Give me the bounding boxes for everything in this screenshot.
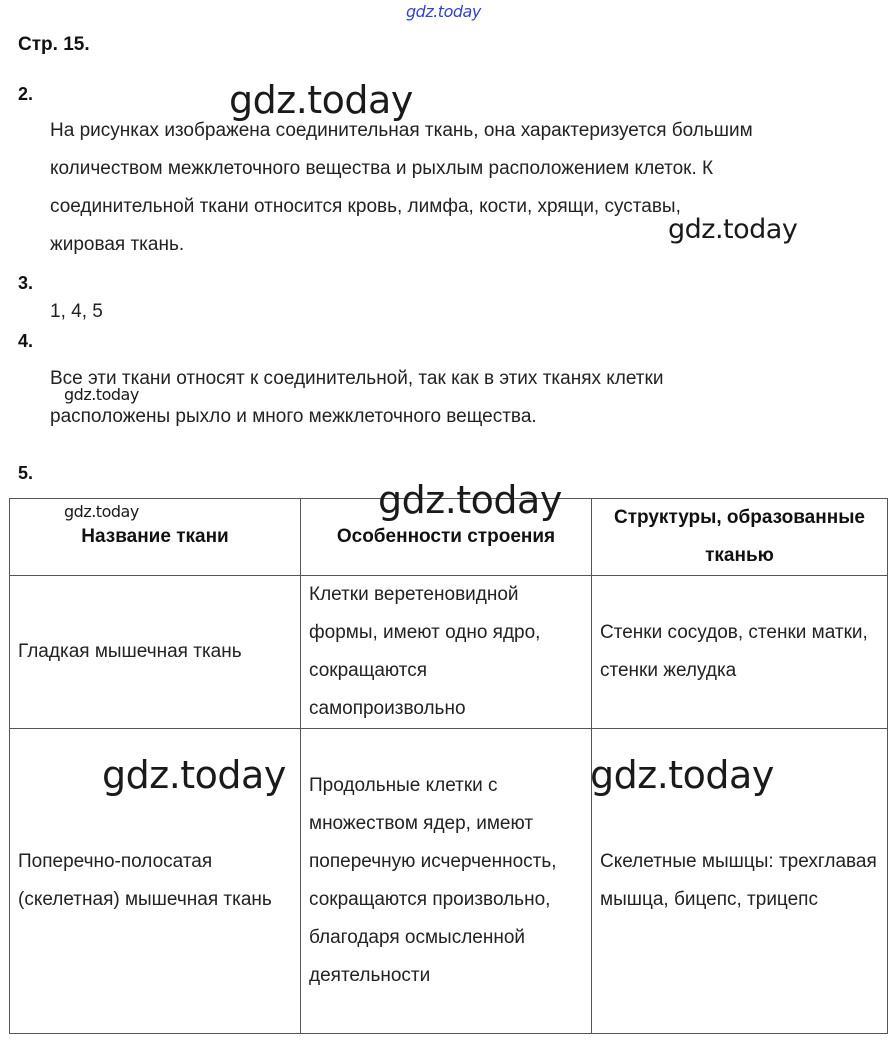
watermark: gdz.today: [590, 753, 774, 797]
header-organs: Структуры, образованные тканью: [592, 499, 888, 576]
task-4-line: расположены рыхло и много межклеточного вещества.: [50, 406, 537, 427]
top-watermark: gdz.today: [406, 2, 481, 21]
header-structure: Особенности строения: [301, 499, 592, 576]
task-2-line: соединительной ткани относится кровь, лимфа, кости, хрящи, суставы,: [50, 196, 681, 217]
watermark: gdz.today: [229, 78, 413, 122]
task-4-text: [50, 360, 890, 436]
cell-tissue-name: Гладкая мышечная ткань: [10, 576, 301, 729]
cell-structure: Клетки веретеновидной формы, имеют одно ядро, сокращаются самопроизвольно: [301, 576, 592, 729]
task-4-line: Все эти ткани относят к соединительной, так как в этих тканях клетки: [50, 368, 664, 389]
watermark: gdz.today: [668, 214, 798, 245]
cell-organs: Стенки сосудов, стенки матки, стенки желудка: [592, 576, 888, 729]
watermark: gdz.today: [102, 753, 286, 797]
task-5-number: 5.: [18, 463, 34, 483]
task-4-number: 4.: [18, 331, 34, 351]
watermark: gdz.today: [378, 478, 562, 522]
page-title: Стр. 15.: [18, 34, 90, 55]
task-2-number: 2.: [18, 84, 34, 104]
task-2-line: жировая ткань.: [50, 234, 185, 255]
cell-tissue-name: Поперечно-полосатая (скелетная) мышечная ткань: [10, 729, 301, 1034]
header-tissue-name: Название ткани: [10, 499, 301, 576]
table-row: [10, 576, 888, 729]
task-3-number: 3.: [18, 273, 34, 293]
watermark: gdz.today: [64, 385, 139, 404]
cell-structure: Продольные клетки с множеством ядер, имеют поперечную исчерченность, сокращаются произвольно, благодаря осмысленной деятельности: [301, 729, 592, 1034]
cell-organs: Скелетные мышцы: трехглавая мышца, бицепс, трицепс: [592, 729, 888, 1034]
watermark: gdz.today: [64, 502, 139, 521]
task-2-line: На рисунках изображена соединительная ткань, она характеризуется большим: [50, 120, 753, 141]
task-3-answer: 1, 4, 5: [50, 301, 103, 322]
task-2-line: количеством межклеточного вещества и рыхлым расположением клеток. К: [50, 158, 714, 179]
